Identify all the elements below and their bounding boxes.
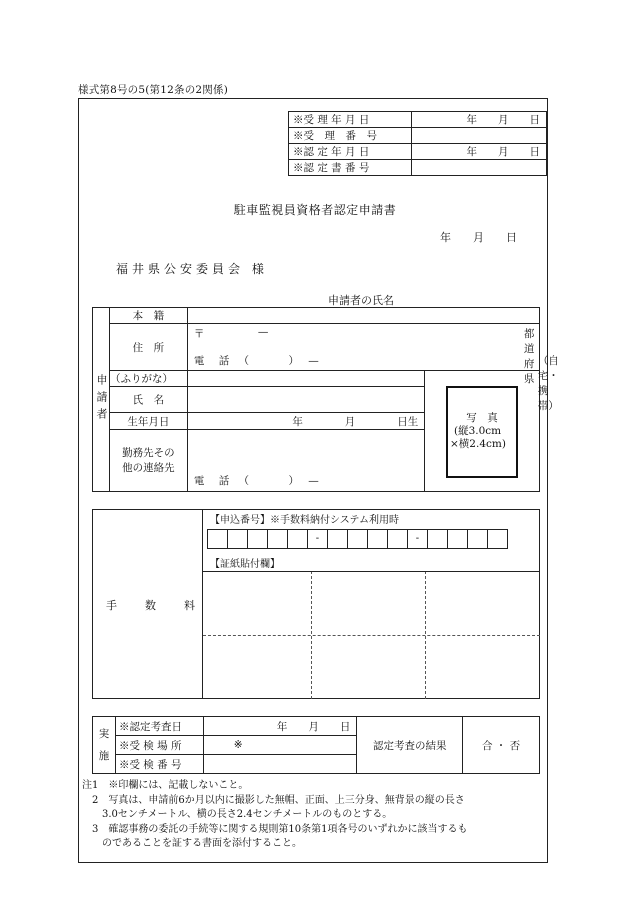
note-line: 2 写真は、申請前6か月以内に撮影した無帽、正面、上三分身、無背景の縦の長さ	[82, 794, 465, 806]
contact-label-line2: 他の連絡先	[122, 461, 175, 474]
applicant-section-label: 申請者	[93, 308, 110, 492]
reception-label: ※受 理 年 月 日	[289, 112, 412, 128]
reception-row	[289, 128, 547, 144]
note-line: 注1 ※印欄には、記載しないこと。	[82, 780, 249, 791]
exam-result-label: 認定考査の結果	[357, 717, 463, 774]
digit-box[interactable]	[447, 529, 468, 549]
contact-field[interactable]: 電 話 （ ） —	[187, 430, 425, 492]
note-line: 3.0センチメートル、横の長さ2.4センチメートルのものとする。	[82, 809, 393, 820]
honseki-label: 本 籍	[109, 308, 187, 324]
page-title: 駐車監視員資格者認定申請書	[233, 203, 397, 217]
prefecture-label: 都道府県	[523, 328, 535, 385]
exam-location-label: ※受 検 場 所	[115, 736, 203, 755]
photo-label: 写 真	[466, 412, 498, 424]
postal-dash: —	[257, 326, 269, 338]
fee-label: 手 数 料	[106, 599, 197, 612]
reception-row	[289, 144, 547, 160]
fee-label-cell	[92, 509, 203, 699]
certification-date-field[interactable]: 年 月 日	[412, 144, 547, 160]
application-date[interactable]: 年 月 日	[440, 231, 517, 244]
digit-box[interactable]	[367, 529, 388, 549]
photo-size-height: (縦3.0cm	[454, 425, 502, 437]
exam-date-label: ※認定考査日	[115, 717, 203, 736]
stamp-grid	[203, 571, 540, 699]
name-field[interactable]	[187, 387, 425, 413]
stamp-top-line	[203, 571, 540, 572]
digit-box[interactable]	[267, 529, 288, 549]
exam-location-field[interactable]: ※	[203, 736, 357, 755]
form-id: 様式第8号の5(第12条の2関係)	[78, 84, 228, 96]
birthdate-label: 生年月日	[109, 413, 187, 430]
stamp-label: 【証紙貼付欄】	[210, 559, 280, 570]
photo-size-width: ×横2.4cm)	[450, 438, 506, 450]
exam-number-label: ※受 検 番 号	[115, 755, 203, 774]
exam-table	[92, 716, 540, 774]
reception-date-field[interactable]: 年 月 日	[412, 112, 547, 128]
address-label: 住 所	[109, 324, 187, 371]
reception-label: ※受 理 番 号	[289, 128, 412, 144]
notes	[82, 779, 552, 852]
note-line: のであることを証する書面を添付すること。	[82, 838, 302, 849]
phone-label: 電 話 （ ） —	[193, 355, 321, 367]
digit-box[interactable]	[227, 529, 248, 549]
note-line: 3 確認事務の委託の手続等に関する規則第10条第1項各号のいずれかに該当するも	[82, 823, 468, 835]
furigana-field[interactable]	[187, 371, 425, 387]
birthdate-field[interactable]: 年 月 日生	[187, 413, 425, 430]
digit-box[interactable]	[487, 529, 508, 549]
application-number-label: 【申込番号】※手数料納付システム利用時	[210, 515, 399, 526]
honseki-field[interactable]	[187, 308, 539, 324]
digit-box[interactable]	[207, 529, 228, 549]
name-label: 氏 名	[109, 387, 187, 413]
exam-side-label	[93, 717, 116, 774]
stamp-divider	[203, 635, 540, 636]
reception-label: ※認 定 書 番 号	[289, 160, 412, 176]
contact-label	[109, 430, 187, 492]
exam-number-field[interactable]	[203, 755, 357, 774]
exam-side-label-2: 施	[98, 750, 110, 762]
phone-type: （自宅・携帯）	[537, 355, 559, 412]
contact-label-line1: 勤務先その	[122, 446, 175, 459]
reception-label: ※認 定 年 月 日	[289, 144, 412, 160]
exam-side-label-1: 実	[98, 728, 110, 740]
digit-box[interactable]	[387, 529, 408, 549]
furigana-label: （ふりがな）	[109, 371, 187, 387]
digit-box[interactable]	[347, 529, 368, 549]
reception-table	[288, 111, 547, 176]
certificate-number-field[interactable]	[412, 160, 547, 176]
address-field[interactable]	[187, 324, 559, 412]
photo-box[interactable]	[446, 386, 518, 478]
separator-box: -	[407, 529, 428, 549]
exam-result-value[interactable]: 合 ・ 否	[463, 717, 540, 774]
postal-mark: 〒	[193, 328, 205, 340]
digit-box[interactable]	[287, 529, 308, 549]
reception-row	[289, 160, 547, 176]
digit-box[interactable]	[467, 529, 488, 549]
reception-row	[289, 112, 547, 128]
digit-box[interactable]	[327, 529, 348, 549]
digit-box[interactable]	[427, 529, 448, 549]
separator-box: -	[307, 529, 328, 549]
reception-number-field[interactable]	[412, 128, 547, 144]
exam-date-field[interactable]: 年 月 日	[203, 717, 357, 736]
applicant-name-label: 申請者の氏名	[328, 294, 394, 307]
digit-box[interactable]	[247, 529, 268, 549]
addressee: 福井県公安委員会 様	[116, 262, 268, 276]
